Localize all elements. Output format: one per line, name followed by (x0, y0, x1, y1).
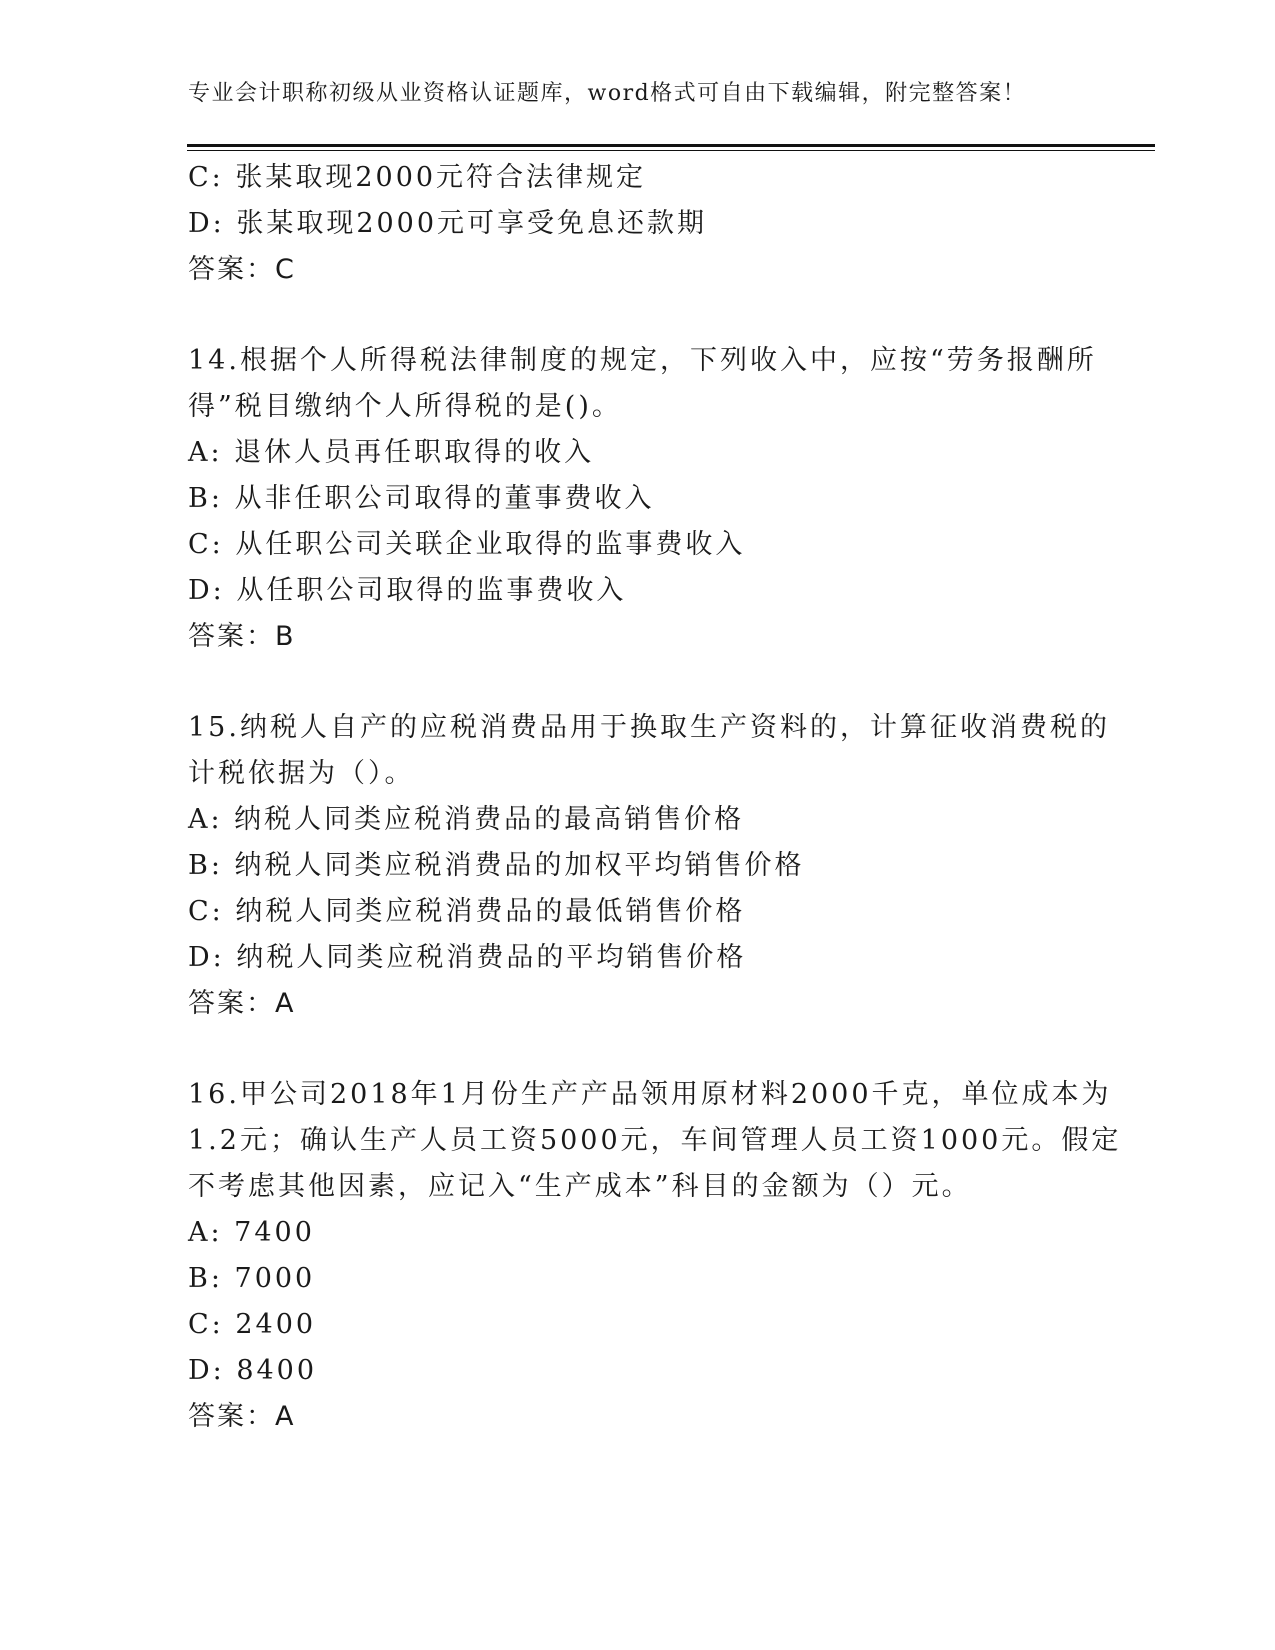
question-stem: 计税依据为（）。 (188, 758, 415, 789)
option-d: D: 从任职公司取得的监事费收入 (188, 575, 627, 606)
question-14 (188, 338, 1097, 660)
answer-line: 答案：B (188, 621, 296, 652)
question-stem: 14.根据个人所得税法律制度的规定，下列收入中，应按“劳务报酬所 (188, 345, 1097, 376)
question-stem: 不考虑其他因素，应记入“生产成本”科目的金额为（）元。 (188, 1171, 972, 1202)
option-c: C: 纳税人同类应税消费品的最低销售价格 (188, 896, 746, 927)
question-16 (188, 1072, 1122, 1440)
answer-line: 答案：C (188, 254, 296, 285)
answer-line: 答案：A (188, 1401, 296, 1432)
answer-line: 答案：A (188, 988, 296, 1019)
option-b: B: 7000 (188, 1263, 316, 1294)
header-rule-thin (187, 150, 1155, 151)
option-c: C: 张某取现2000元符合法律规定 (188, 162, 647, 193)
page-header: 专业会计职称初级从业资格认证题库，word格式可自由下载编辑，附完整答案！ (188, 81, 1027, 106)
question-stem: 1.2元；确认生产人员工资5000元，车间管理人员工资1000元。假定 (188, 1125, 1122, 1156)
question-stem: 得”税目缴纳个人所得税的是()。 (188, 391, 622, 422)
option-c: C: 从任职公司关联企业取得的监事费收入 (188, 529, 746, 560)
option-b: B: 纳税人同类应税消费品的加权平均销售价格 (188, 850, 805, 881)
question-stem: 16.甲公司2018年1月份生产产品领用原材料2000千克，单位成本为 (188, 1079, 1112, 1110)
option-a: A: 纳税人同类应税消费品的最高销售价格 (188, 804, 745, 835)
question-stem: 15.纳税人自产的应税消费品用于换取生产资料的，计算征收消费税的 (188, 712, 1110, 743)
header-rule-thick (187, 144, 1155, 147)
previous-question-tail (188, 155, 1088, 293)
option-a: A: 退休人员再任职取得的收入 (188, 437, 595, 468)
question-15 (188, 705, 1110, 1027)
option-c: C: 2400 (188, 1309, 317, 1340)
option-d: D: 8400 (188, 1355, 318, 1386)
option-a: A: 7400 (188, 1217, 315, 1248)
option-d: D: 张某取现2000元可享受免息还款期 (188, 208, 708, 239)
option-d: D: 纳税人同类应税消费品的平均销售价格 (188, 942, 747, 973)
option-b: B: 从非任职公司取得的董事费收入 (188, 483, 655, 514)
question-content (188, 155, 1122, 1440)
